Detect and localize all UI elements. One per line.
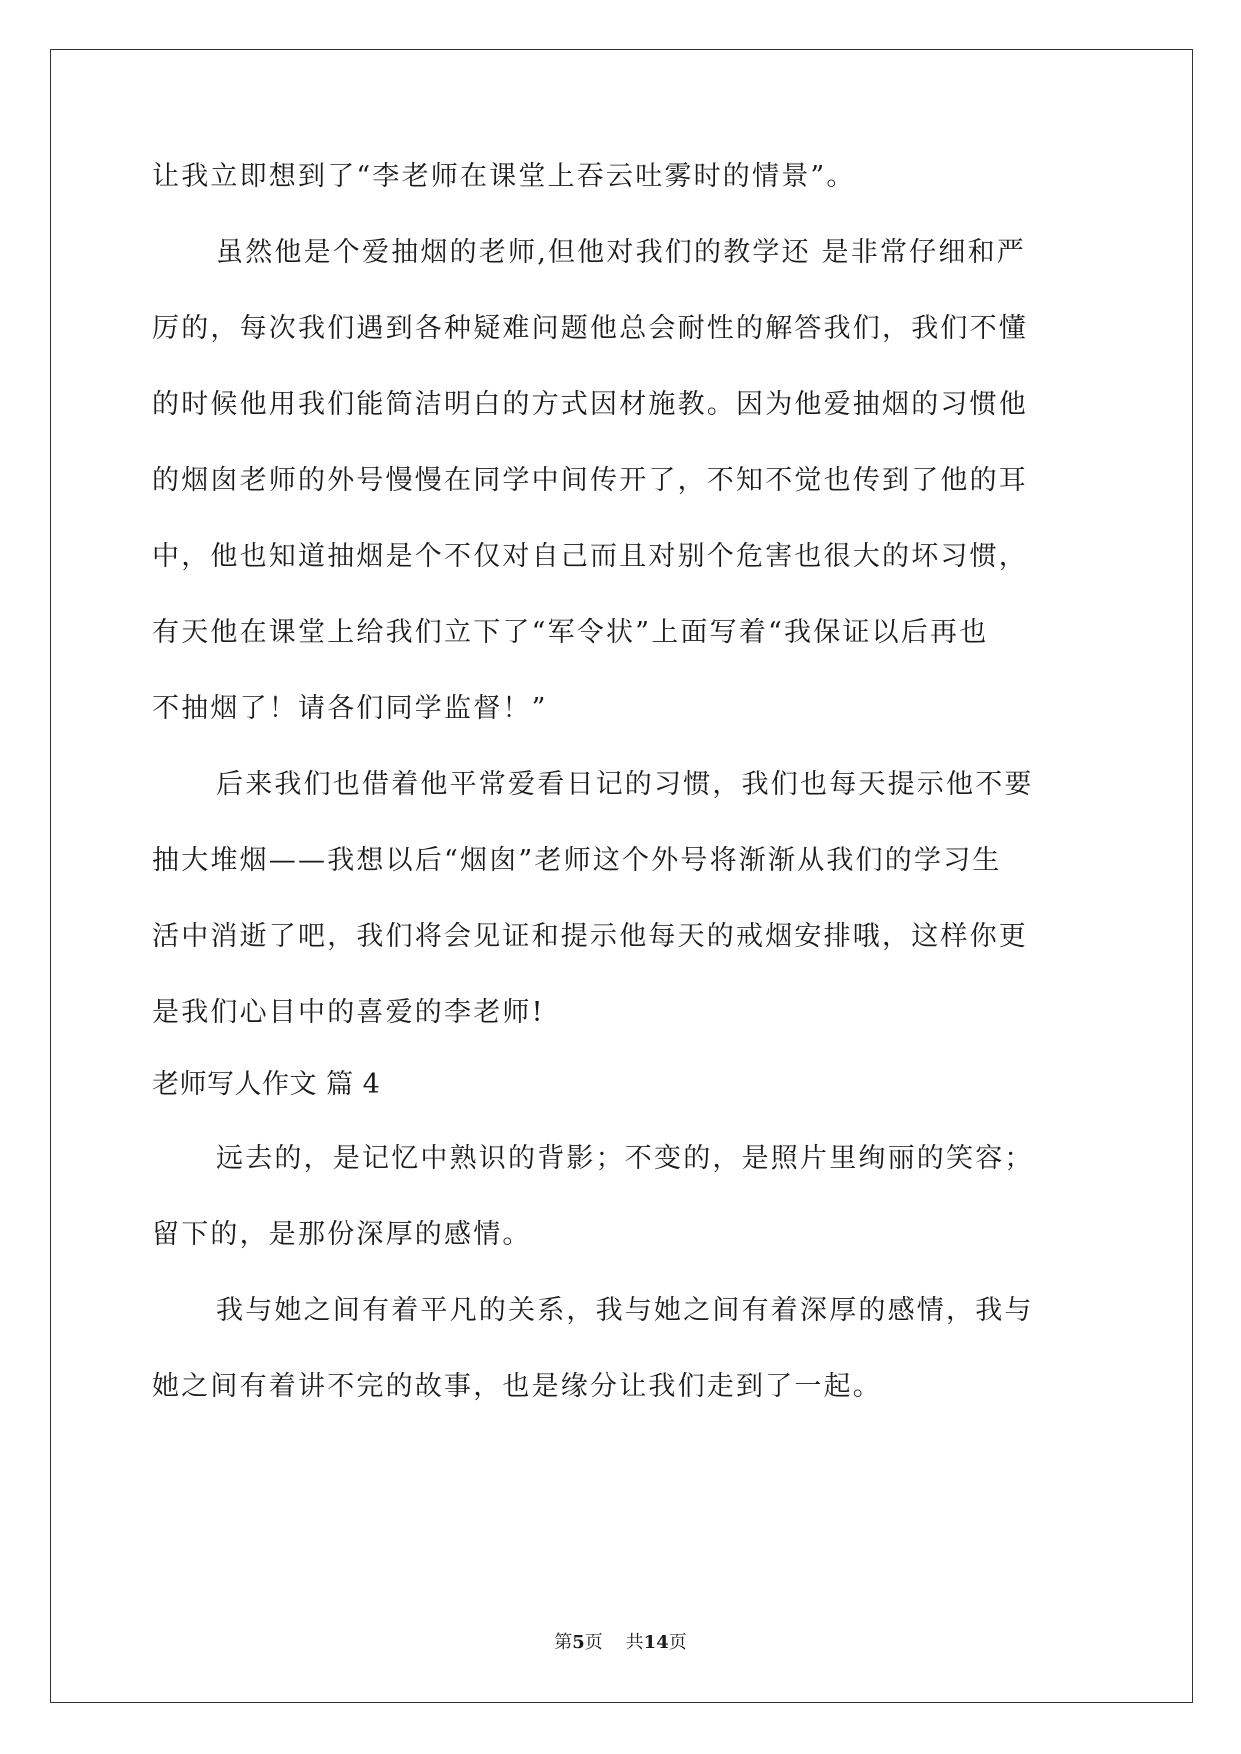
paragraph-line: 的烟囱老师的外号慢慢在同学中间传开了，不知不觉也传到了他的耳 — [152, 465, 1028, 496]
paragraph-line: 后来我们也借着他平常爱看日记的习惯，我们也每天提示他不要 — [216, 769, 1034, 800]
paragraph-line: 中，他也知道抽烟是个不仅对自己而且对别个危害也很大的坏习惯， — [152, 541, 1028, 572]
paragraph-line: 的时候他用我们能简洁明白的方式因材施教。因为他爱抽烟的习惯他 — [152, 389, 1028, 420]
page-number: 5 — [572, 1632, 585, 1653]
paragraph-line: 远去的，是记忆中熟识的背影；不变的，是照片里绚丽的笑容； — [216, 1143, 1034, 1174]
paragraph-line: 留下的，是那份深厚的感情。 — [152, 1219, 532, 1250]
paragraph-line: 不抽烟了！请各们同学监督！” — [152, 693, 548, 724]
footer-total-prefix: 共 — [625, 1632, 644, 1653]
paragraph-line: 厉的，每次我们遇到各种疑难问题他总会耐性的解答我们，我们不懂 — [152, 313, 1028, 344]
paragraph-line: 我与她之间有着平凡的关系，我与她之间有着深厚的感情，我与 — [216, 1295, 1034, 1326]
paragraph-line: 让我立即想到了“李老师在课堂上吞云吐雾时的情景”。 — [152, 161, 856, 192]
total-pages: 14 — [643, 1632, 669, 1653]
page-footer — [0, 1631, 1241, 1655]
section-heading: 老师写人作文 篇 4 — [152, 1069, 381, 1100]
footer-page-suffix: 页 — [584, 1632, 603, 1653]
paragraph-line: 抽大堆烟——我想以后“烟囱”老师这个外号将渐渐从我们的学习生 — [152, 845, 1002, 876]
footer-total-suffix: 页 — [668, 1632, 687, 1653]
paragraph-line: 活中消逝了吧，我们将会见证和提示他每天的戒烟安排哦，这样你更 — [152, 921, 1028, 952]
footer-prefix: 第 — [554, 1632, 573, 1653]
paragraph-line: 有天他在课堂上给我们立下了“军令状”上面写着“我保证以后再也 — [152, 617, 989, 648]
paragraph-line: 她之间有着讲不完的故事，也是缘分让我们走到了一起。 — [152, 1371, 882, 1402]
paragraph-line: 是我们心目中的喜爱的李老师! — [152, 997, 545, 1028]
paragraph-line: 虽然他是个爱抽烟的老师,但他对我们的教学还 是非常仔细和严 — [216, 237, 1026, 268]
